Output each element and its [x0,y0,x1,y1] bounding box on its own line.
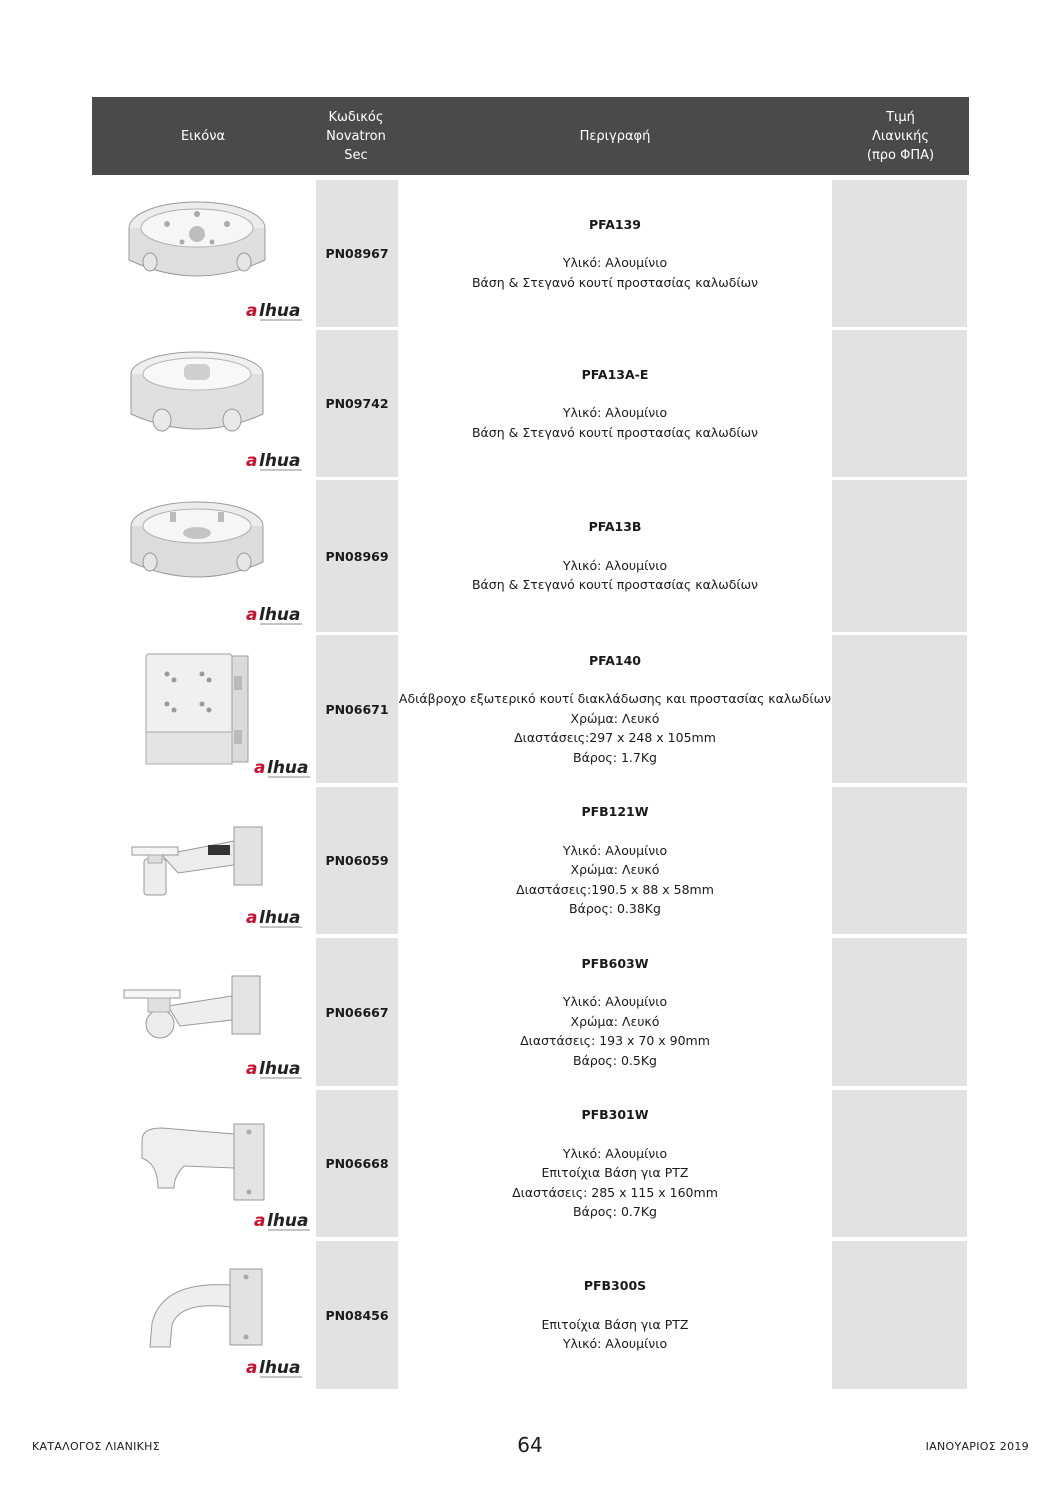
spec-line: Βάση & Στεγανό κουτί προστασίας καλωδίων [471,424,759,440]
product-image [92,330,314,477]
wall-bracket-icon [122,962,272,1062]
svg-text:lhua: lhua [267,1211,309,1231]
product-description [398,330,832,477]
svg-text:a: a [246,301,258,321]
svg-text:lhua: lhua [259,451,301,471]
product-description [398,1090,832,1237]
product-model: PFA13A-E [581,366,649,382]
spec-line: Υλικό: Αλουμίνιο [562,842,668,858]
header-image: Εικόνα [180,128,226,144]
product-code: PN06668 [316,1090,398,1237]
price-cell [832,938,967,1086]
price-cell [832,1090,967,1237]
spec-line: Διαστάσεις:297 x 248 x 105mm [514,730,716,746]
price-cell [832,635,967,783]
spec-line: Βάρος: 0.5Kg [573,1052,657,1068]
product-code: PN06667 [316,938,398,1086]
product-code: PN08969 [316,480,398,632]
price-cell [832,180,967,327]
product-description [398,787,832,934]
brand-logo [242,448,312,474]
brand-logo [242,1056,312,1082]
spec-line: Υλικό: Αλουμίνιο [562,557,668,573]
brand-logo [242,602,312,628]
spec-line: Αδιάβροχο εξωτερικό κουτί διακλάδωσης και προστασίας καλωδίων [398,691,832,707]
product-model: PFA13B [588,519,642,535]
spec-line: Υλικό: Αλουμίνιο [562,405,668,421]
svg-text:a: a [254,1211,266,1231]
page-number: 64 [517,1433,543,1457]
product-description [398,635,832,783]
svg-text:lhua: lhua [259,1358,301,1378]
header-price: Τιμή Λιανικής (προ ΦΠΑ) [866,109,935,163]
table-row [92,330,969,477]
svg-text:lhua: lhua [259,1059,301,1079]
table-header [92,97,969,175]
spec-line: Βάρος: 1.7Kg [573,749,657,765]
table-row [92,787,969,934]
product-description [398,1241,832,1389]
spec-line: Βάση & Στεγανό κουτί προστασίας καλωδίων [471,274,759,290]
product-code: PN08967 [316,180,398,327]
product-image [92,635,314,783]
ptz-gooseneck-icon [122,1263,272,1363]
product-model: PFB300S [583,1278,647,1294]
table-row [92,180,969,327]
svg-text:a: a [246,1059,258,1079]
enclosure-box-icon [122,641,272,771]
product-model: PFA139 [588,216,642,232]
svg-text:lhua: lhua [259,301,301,321]
junction-box-icon [122,488,272,588]
brand-logo [242,905,312,931]
product-image [92,480,314,632]
catalog-date: ΙΑΝΟΥΑΡΙΟΣ 2019 [925,1440,1029,1453]
table-row [92,1090,969,1237]
svg-text:a: a [246,1358,258,1378]
wall-bracket-icon [122,807,272,907]
header-description: Περιγραφή [579,128,651,144]
spec-line: Υλικό: Αλουμίνιο [562,994,668,1010]
product-model: PFB603W [581,955,649,971]
svg-text:a: a [254,758,266,778]
table-row [92,1241,969,1389]
product-model: PFB301W [581,1107,649,1123]
product-code: PN09742 [316,330,398,477]
spec-line: Επιτοίχια Βάση για PTZ [541,1316,689,1332]
product-image [92,787,314,934]
svg-text:lhua: lhua [259,908,301,928]
product-image [92,180,314,327]
product-description [398,938,832,1086]
brand-logo [250,1208,320,1234]
spec-line: Χρώμα: Λευκό [570,1013,660,1029]
spec-line: Υλικό: Αλουμίνιο [562,1336,668,1352]
spec-line: Υλικό: Αλουμίνιο [562,255,668,271]
product-image [92,1241,314,1389]
table-row [92,480,969,632]
spec-line: Χρώμα: Λευκό [570,862,660,878]
product-image [92,938,314,1086]
product-code: PN06059 [316,787,398,934]
brand-logo [242,298,312,324]
price-cell [832,480,967,632]
brand-logo [250,755,320,781]
spec-line: Υλικό: Αλουμίνιο [562,1145,668,1161]
catalog-title: ΚΑΤΑΛΟΓΟΣ ΛΙΑΝΙΚΗΣ [32,1440,161,1453]
junction-box-icon [122,338,272,438]
junction-box-icon [122,188,272,288]
spec-line: Διαστάσεις: 285 x 115 x 160mm [512,1184,718,1200]
spec-line: Βάρος: 0.7Kg [573,1204,657,1220]
product-description [398,180,832,327]
svg-text:lhua: lhua [259,605,301,625]
spec-line: Βάση & Στεγανό κουτί προστασίας καλωδίων [471,577,759,593]
svg-text:a: a [246,605,258,625]
spec-line: Χρώμα: Λευκό [570,710,660,726]
svg-text:a: a [246,451,258,471]
product-model: PFA140 [588,652,642,668]
product-code: PN06671 [316,635,398,783]
price-cell [832,1241,967,1389]
spec-line: Διαστάσεις:190.5 x 88 x 58mm [516,881,714,897]
price-cell [832,787,967,934]
svg-text:a: a [246,908,258,928]
spec-line: Επιτοίχια Βάση για PTZ [541,1165,689,1181]
spec-line: Βάρος: 0.38Kg [569,901,661,917]
product-description [398,480,832,632]
product-model: PFB121W [581,804,649,820]
product-code: PN08456 [316,1241,398,1389]
ptz-mount-icon [122,1110,272,1210]
product-image [92,1090,314,1237]
table-row [92,938,969,1086]
price-cell [832,330,967,477]
header-code: Κωδικός Novatron Sec [326,109,386,163]
brand-logo [242,1355,312,1381]
svg-text:lhua: lhua [267,758,309,778]
table-row [92,635,969,783]
spec-line: Διαστάσεις: 193 x 70 x 90mm [520,1033,710,1049]
